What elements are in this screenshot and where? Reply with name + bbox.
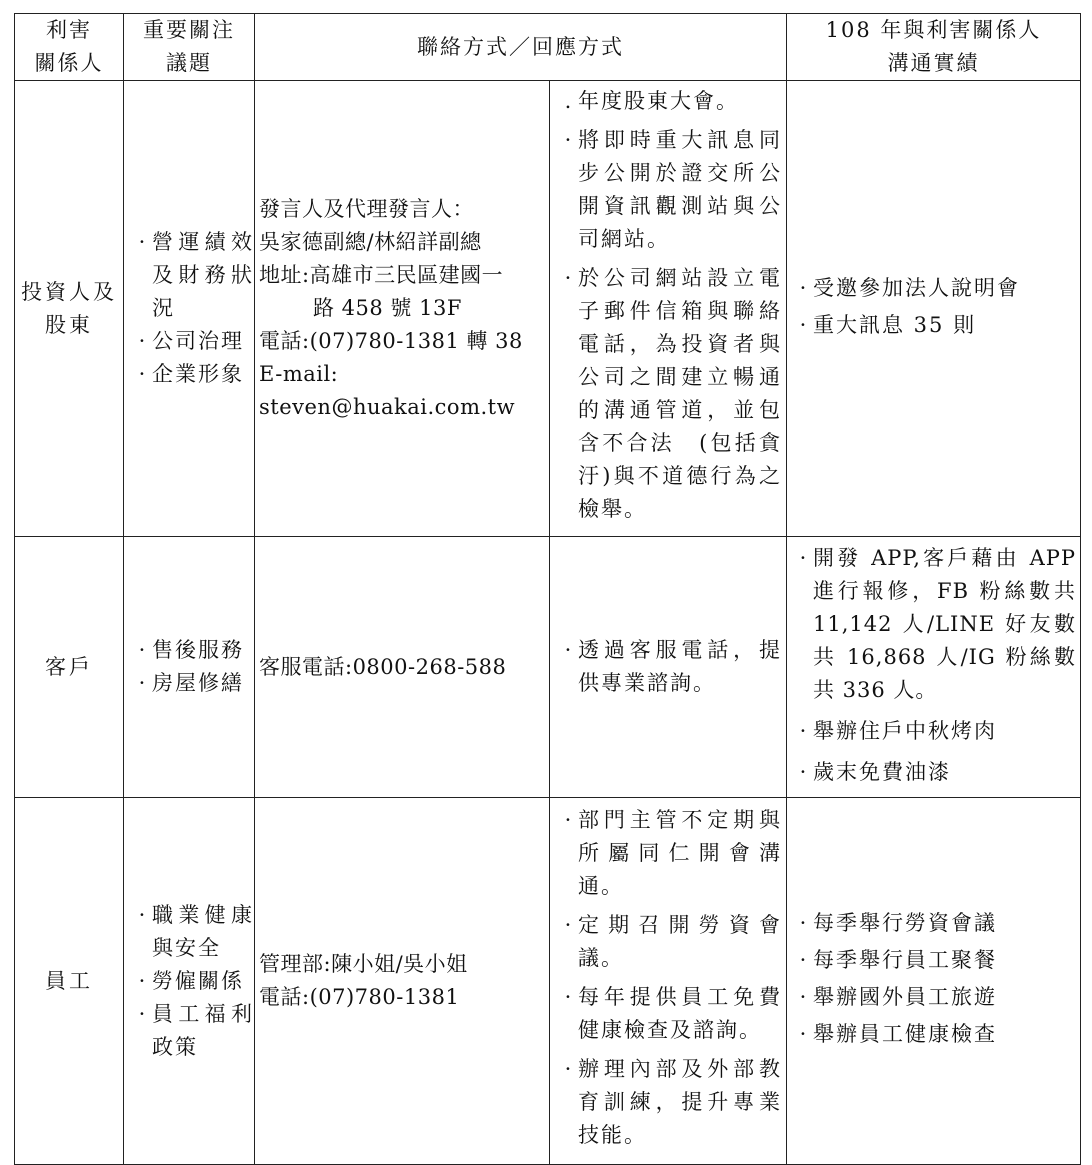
list-item: · 每季舉行員工聚餐 bbox=[799, 948, 997, 972]
contact-cell bbox=[255, 81, 550, 537]
stakeholder-cell bbox=[15, 537, 124, 798]
list-item: · 重大訊息 35 則 bbox=[799, 312, 977, 337]
header-contact: 聯絡方式／回應方式 bbox=[255, 14, 787, 81]
header-issues-line1: 重要關注 bbox=[143, 18, 235, 42]
list-item: · 透過客服電話，提供專業諮詢。 bbox=[564, 638, 782, 695]
achievement-cell bbox=[787, 798, 1081, 1165]
list-item: · 企業形象 bbox=[138, 362, 244, 386]
table-row bbox=[15, 537, 1081, 798]
list-item: · 舉辦國外員工旅遊 bbox=[799, 985, 997, 1009]
list-item: · 於公司網站設立電子郵件信箱與聯絡電話，為投資者與公司之間建立暢通的溝通管道，並包含不合法 (包括貪汙)與不道德行為之檢舉。 bbox=[564, 266, 782, 521]
list-item: · 售後服務 bbox=[138, 638, 244, 662]
list-item: · 辦理內部及外部教育訓練，提升專業技能。 bbox=[564, 1057, 782, 1147]
contact-line: 路 458 號 13F bbox=[313, 296, 462, 320]
list-item: · 員工福利政策 bbox=[138, 1001, 254, 1059]
header-achievement bbox=[787, 14, 1081, 81]
list-item: · 部門主管不定期與所屬同仁開會溝通。 bbox=[564, 808, 782, 898]
header-stakeholder-line1: 利害 bbox=[46, 18, 92, 42]
list-item: · 營運績效及財務狀況 bbox=[138, 230, 254, 320]
contact-line: E-mail: bbox=[259, 362, 339, 386]
stakeholder-cell bbox=[15, 81, 124, 537]
issues-cell bbox=[124, 81, 255, 537]
stakeholder-table bbox=[14, 13, 1081, 1165]
contact-line: 發言人及代理發言人： bbox=[259, 197, 474, 221]
achievement-cell bbox=[787, 537, 1081, 798]
header-stakeholder bbox=[15, 14, 124, 81]
response-cell bbox=[550, 81, 787, 537]
header-stakeholder-line2: 關係人 bbox=[34, 51, 104, 75]
list-item: · 舉辦員工健康檢查 bbox=[799, 1022, 997, 1046]
list-item: · 歲末免費油漆 bbox=[799, 759, 951, 784]
stakeholder-cell bbox=[15, 798, 124, 1165]
list-item: · 勞僱關係 bbox=[138, 968, 244, 993]
header-issues bbox=[124, 14, 255, 81]
contact-cell bbox=[255, 798, 550, 1165]
list-item: · 定期召開勞資會議。 bbox=[564, 913, 782, 970]
header-issues-line2: 議題 bbox=[166, 51, 212, 75]
contact-line: 地址:高雄市三民區建國一 bbox=[259, 263, 504, 287]
contact-line: 管理部:陳小姐/吳小姐 bbox=[259, 952, 468, 976]
stakeholder-line: 員工 bbox=[45, 968, 93, 993]
contact-line: 電話:(07)780-1381 bbox=[259, 985, 460, 1009]
issues-cell bbox=[124, 798, 255, 1165]
header-achievement-line2: 溝通實績 bbox=[887, 51, 980, 75]
contact-line: 客服電話:0800-268-588 bbox=[259, 654, 507, 679]
contact-line: 電話:(07)780-1381 轉 38 bbox=[259, 329, 523, 353]
list-item: · 每年提供員工免費健康檢查及諮詢。 bbox=[564, 985, 782, 1042]
response-cell bbox=[550, 798, 787, 1165]
list-item: · 每季舉行勞資會議 bbox=[799, 911, 997, 935]
achievement-cell bbox=[787, 81, 1081, 537]
list-item: · 將即時重大訊息同步公開於證交所公開資訊觀測站與公司網站。 bbox=[564, 128, 782, 251]
list-item: · 職業健康與安全 bbox=[138, 902, 254, 960]
header-achievement-line1: 108 年與利害關係人 bbox=[825, 18, 1042, 42]
header-row bbox=[15, 14, 1081, 81]
list-item: · 舉辦住戶中秋烤肉 bbox=[799, 718, 997, 743]
stakeholder-line: 客戶 bbox=[45, 654, 93, 679]
list-item: · 開發 APP,客戶藉由 APP 進行報修，FB 粉絲數共 11,142 人/LINE 好友數共 16,868 人/IG 粉絲數共 336 人。 bbox=[799, 545, 1076, 702]
issues-cell bbox=[124, 537, 255, 798]
contact-line: steven@huakai.com.tw bbox=[259, 395, 516, 419]
stakeholder-line: 股東 bbox=[45, 312, 93, 337]
list-item: · 房屋修繕 bbox=[138, 671, 244, 695]
list-item: · 公司治理 bbox=[138, 329, 244, 353]
contact-line: 吳家德副總/林紹詳副總 bbox=[259, 230, 482, 254]
response-cell bbox=[550, 537, 787, 798]
table-row bbox=[15, 81, 1081, 537]
list-item: · 受邀參加法人說明會 bbox=[799, 275, 1020, 300]
list-item: . 年度股東大會。 bbox=[564, 89, 739, 113]
stakeholder-line: 投資人及 bbox=[21, 279, 117, 304]
table-row bbox=[15, 798, 1081, 1165]
contact-cell bbox=[255, 537, 550, 798]
